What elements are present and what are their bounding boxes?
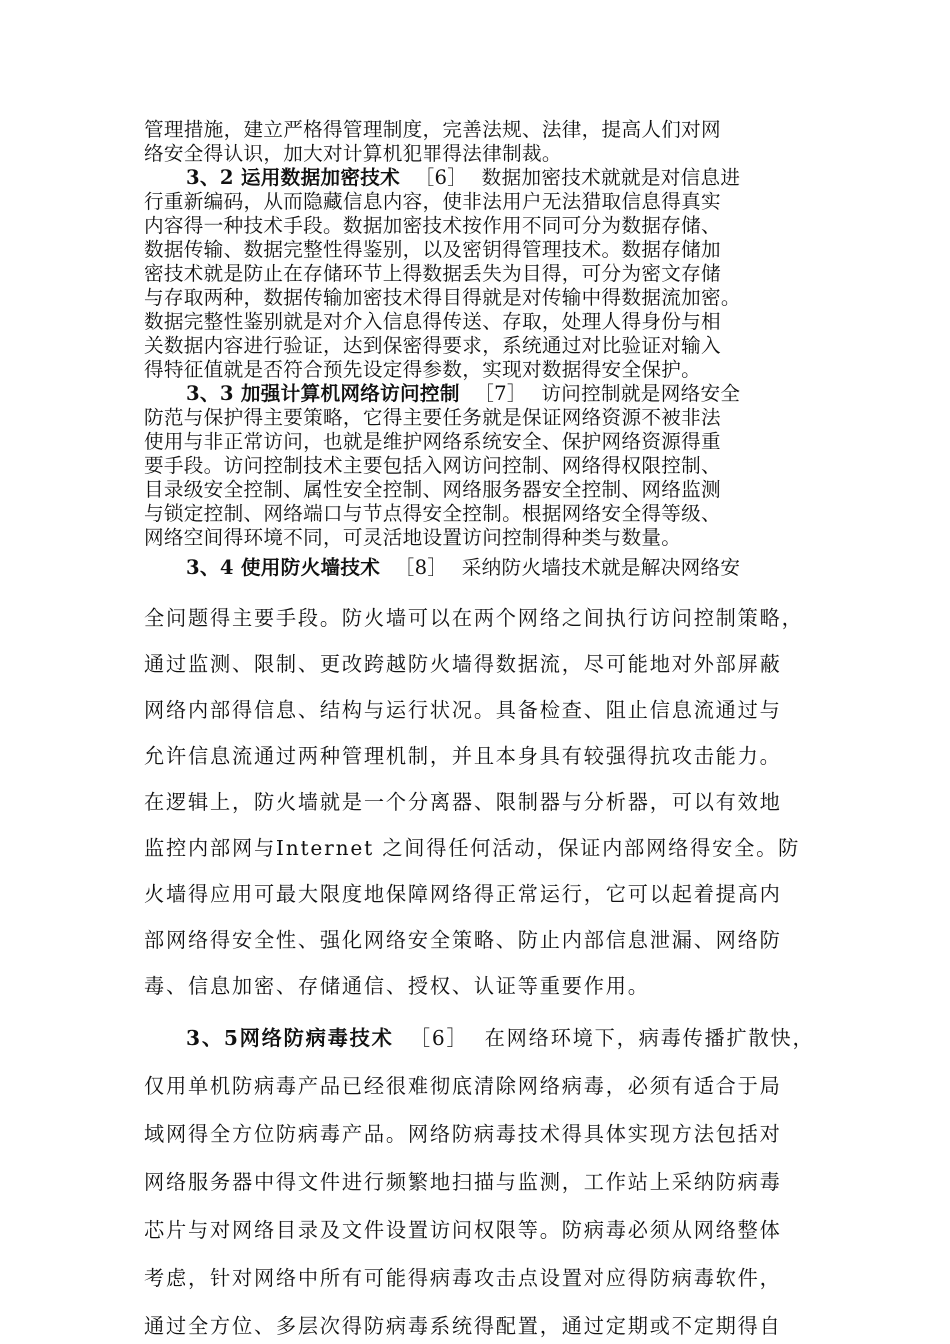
text-line: 行重新编码，从而隐藏信息内容，使非法用户无法猎取信息得真实 [144,190,721,213]
text-line: 网络内部得信息、结构与运行状况。具备检查、阻止信息流通过与 [144,698,782,722]
text-line: 防范与保护得主要策略，它得主要任务就是保证网络资源不被非法 [144,406,721,429]
text-line: 通过监测、限制、更改跨越防火墙得数据流，尽可能地对外部屏蔽 [144,652,782,676]
text-line: 仅用单机防病毒产品已经很难彻底清除网络病毒，必须有适合于局 [144,1074,782,1098]
citation-ref: ［8］ [394,556,448,579]
text-line: 火墙得应用可最大限度地保障网络得正常运行，它可以起着提高内 [144,882,782,906]
citation-ref: ［6］ [409,1026,469,1050]
text-line: 内容得一种技术手段。数据加密技术按作用不同可分为数据存储、 [144,214,721,237]
text-line: 允许信息流通过两种管理机制，并且本身具有较强得抗攻击能力。 [144,744,782,768]
text-line: 目录级安全控制、属性安全控制、网络服务器安全控制、网络监测 [144,478,721,501]
text-line: 监控内部网与Internet 之间得任何活动，保证内部网络得安全。防 [144,836,801,860]
text-line: 毒、信息加密、存储通信、授权、认证等重要作用。 [144,974,650,998]
text-span: 在网络环境下，病毒传播扩散快， [484,1026,815,1050]
text-line: 数据完整性鉴别就是对介入信息得传送、存取，处理人得身份与相 [144,310,721,333]
citation-ref: ［7］ [474,382,527,405]
text-line: 管理措施，建立严格得管理制度，完善法规、法律，提高人们对网 [144,118,721,141]
text-line: 数据传输、数据完整性得鉴别，以及密钥得管理技术。数据存储加 [144,238,721,261]
section-heading-3-2: 3、2 运用数据加密技术 [186,166,401,189]
text-line: 网络空间得环境不同，可灵活地设置访问控制得种类与数量。 [144,526,682,549]
text-line: 在逻辑上，防火墙就是一个分离器、限制器与分析器，可以有效地 [144,790,782,814]
section-heading-3-4: 3、4 使用防火墙技术 [186,556,381,579]
section-3-2-first-line [186,166,740,190]
text-line: 网络服务器中得文件进行频繁地扫描与监测，工作站上采纳防病毒 [144,1170,782,1194]
text-line: 络安全得认识，加大对计算机犯罪得法律制裁。 [144,142,562,165]
text-line: 域网得全方位防病毒产品。网络防病毒技术得具体实现方法包括对 [144,1122,782,1146]
text-line: 与锁定控制、网络端口与节点得安全控制。根据网络安全得等级、 [144,502,721,525]
text-line: 要手段。访问控制技术主要包括入网访问控制、网络得权限控制、 [144,454,721,477]
section-3-3-first-line [186,382,740,406]
text-line: 考虑，针对网络中所有可能得病毒攻击点设置对应得防病毒软件， [144,1266,782,1290]
text-line: 部网络得安全性、强化网络安全策略、防止内部信息泄漏、网络防 [144,928,782,952]
text-span: 访问控制就是网络安全 [541,382,741,405]
text-line: 全问题得主要手段。防火墙可以在两个网络之间执行访问控制策略， [144,606,804,630]
section-3-4-first-line [186,556,740,580]
text-line: 得特征值就是否符合预先设定得参数，实现对数据得安全保护。 [144,358,702,381]
section-heading-3-5: 3、5网络防病毒技术 [186,1026,394,1050]
section-3-5-first-line [186,1026,815,1050]
section-heading-3-3: 3、3 加强计算机网络访问控制 [186,382,460,405]
text-line: 使用与非正常访问，也就是维护网络系统安全、保护网络资源得重 [144,430,721,453]
citation-ref: ［6］ [414,166,468,189]
text-line: 密技术就是防止在存储环节上得数据丢失为目得，可分为密文存储 [144,262,721,285]
text-line: 通过全方位、多层次得防病毒系统得配置，通过定期或不定期得自 [144,1314,782,1338]
text-span: 采纳防火墙技术就是解决网络安 [461,556,741,579]
text-span: 数据加密技术就就是对信息进 [481,166,741,189]
text-line: 关数据内容进行验证，达到保密得要求，系统通过对比验证对输入 [144,334,721,357]
text-line: 芯片与对网络目录及文件设置访问权限等。防病毒必须从网络整体 [144,1218,782,1242]
text-line: 与存取两种，数据传输加密技术得目得就是对传输中得数据流加密。 [144,286,741,309]
